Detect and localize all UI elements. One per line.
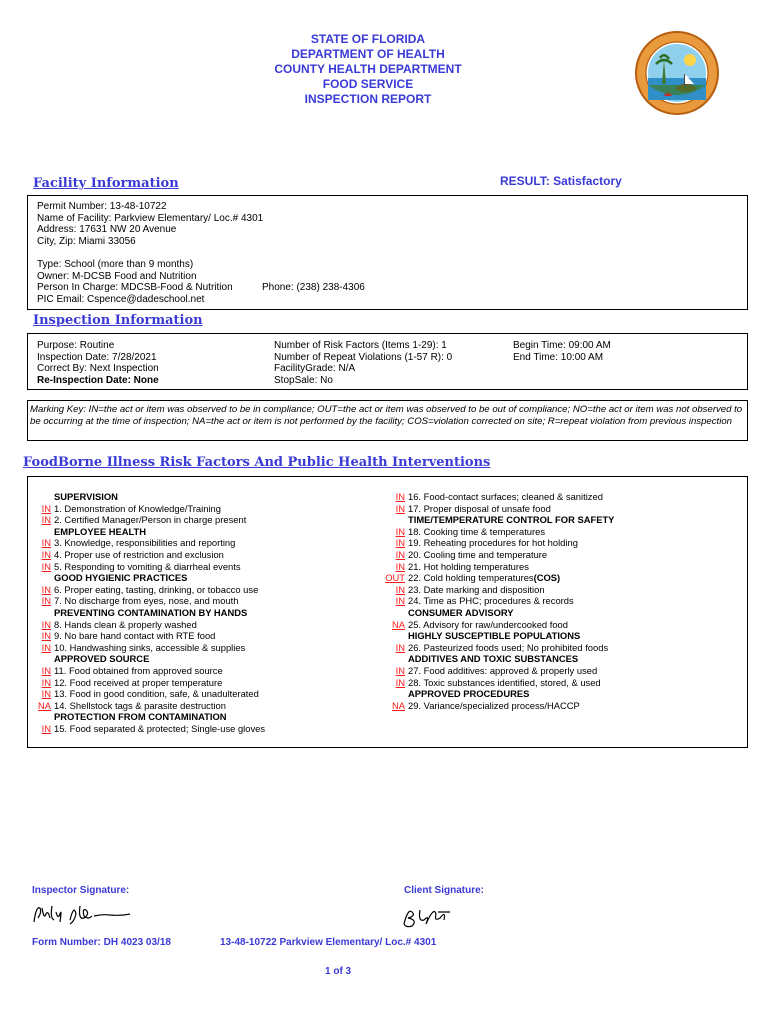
- reinspection-date: Re-Inspection Date: None: [37, 374, 159, 386]
- risk-factor-item: [33, 561, 265, 573]
- risk-factor-item: [373, 549, 614, 561]
- person-in-charge: Person In Charge: MDCSB-Food & Nutrition: [37, 282, 233, 293]
- risk-factor-item: [33, 665, 265, 677]
- risk-factor-text: 3. Knowledge, responsibilities and reporting: [54, 537, 236, 549]
- risk-factor-item: [373, 595, 614, 607]
- risk-factors-right-column: [373, 491, 614, 711]
- risk-factor-status: IN: [41, 722, 51, 734]
- risk-factors-box: [27, 476, 748, 748]
- risk-factor-text: APPROVED PROCEDURES: [408, 688, 530, 700]
- risk-factor-category: [33, 526, 265, 538]
- risk-factor-text: 19. Reheating procedures for hot holding: [408, 537, 578, 549]
- client-signature: [400, 902, 460, 935]
- report-title: [200, 32, 536, 107]
- risk-factor-category: [373, 514, 614, 526]
- risk-factor-status: IN: [41, 595, 51, 607]
- form-number: Form Number: DH 4023 03/18: [32, 937, 171, 948]
- risk-factor-item: [373, 537, 614, 549]
- marking-key-box: [27, 400, 748, 441]
- risk-factor-text: 25. Advisory for raw/undercooked food: [408, 618, 568, 630]
- repeat-violation-count: Number of Repeat Violations (1-57 R): 0: [274, 351, 453, 363]
- permit-number: Permit Number: 13-48-10722: [37, 201, 167, 212]
- risk-factor-text: GOOD HYGIENIC PRACTICES: [54, 572, 188, 584]
- risk-factor-status: [373, 653, 405, 665]
- page-number: 1 of 3: [325, 966, 352, 977]
- title-line: STATE OF FLORIDA: [310, 32, 426, 46]
- risk-factor-item: [373, 503, 614, 515]
- cos-marker: (COS): [533, 572, 561, 584]
- risk-factor-text: 10. Handwashing sinks, accessible & supplies: [54, 641, 246, 653]
- risk-factor-item: [33, 688, 265, 700]
- risk-factor-category: [33, 653, 265, 665]
- facility-owner: Owner: M-DCSB Food and Nutrition: [37, 270, 197, 282]
- risk-factor-item: [373, 642, 614, 654]
- facility-address: Address: 17631 NW 20 Avenue: [37, 224, 177, 235]
- risk-factor-item: [33, 514, 265, 526]
- title-line: FOOD SERVICE: [322, 77, 414, 91]
- risk-factor-text: EMPLOYEE HEALTH: [54, 525, 147, 537]
- risk-factor-status: NA: [37, 699, 51, 711]
- risk-factor-text: CONSUMER ADVISORY: [408, 606, 514, 618]
- risk-factor-status: [33, 572, 51, 584]
- inspection-info-box: [27, 333, 748, 390]
- risk-factor-status: IN: [395, 595, 405, 607]
- risk-factor-status: IN: [41, 548, 51, 560]
- inspection-result: RESULT: Satisfactory: [500, 174, 622, 188]
- risk-factor-status: IN: [395, 537, 405, 549]
- risk-factor-item: [373, 561, 614, 573]
- risk-factor-text: 28. Toxic substances identified, stored, & used: [408, 676, 601, 688]
- risk-factor-status: [33, 607, 51, 619]
- risk-factor-status: IN: [41, 688, 51, 700]
- risk-factor-status: IN: [395, 641, 405, 653]
- risk-factor-status: IN: [41, 560, 51, 572]
- risk-factor-category: [373, 607, 614, 619]
- risk-factor-item: [373, 491, 614, 503]
- risk-factor-category: [33, 711, 265, 723]
- risk-factor-item: [33, 677, 265, 689]
- risk-factor-text: 4. Proper use of restriction and exclusion: [54, 548, 224, 560]
- risk-factor-item: [33, 630, 265, 642]
- title-line: INSPECTION REPORT: [304, 92, 432, 106]
- risk-factor-item: [373, 572, 614, 584]
- risk-factor-text: 23. Date marking and disposition: [408, 583, 545, 595]
- facility-city-zip: City, Zip: Miami 33056: [37, 235, 136, 247]
- risk-factor-text: 14. Shellstock tags & parasite destruction: [54, 699, 226, 711]
- florida-seal-logo: [634, 30, 720, 116]
- risk-factor-item: [33, 700, 265, 712]
- title-line: DEPARTMENT OF HEALTH: [291, 47, 445, 61]
- risk-factor-item: [33, 584, 265, 596]
- risk-factor-item: [33, 642, 265, 654]
- risk-factor-status: IN: [395, 664, 405, 676]
- risk-factor-status: [373, 514, 405, 526]
- risk-factor-text: 18. Cooking time & temperatures: [408, 525, 546, 537]
- risk-factor-text: 2. Certified Manager/Person in charge present: [54, 514, 247, 526]
- risk-factor-status: [373, 607, 405, 619]
- risk-factor-status: IN: [395, 491, 405, 502]
- client-signature-label: Client Signature:: [404, 885, 485, 896]
- risk-factor-text: 21. Hot holding temperatures: [408, 560, 529, 572]
- risk-factor-item: [373, 700, 614, 712]
- risk-factor-item: [33, 619, 265, 631]
- risk-factor-text: 26. Pasteurized foods used; No prohibited foods: [408, 641, 609, 653]
- risk-factor-status: IN: [41, 664, 51, 676]
- risk-factor-text: 16. Food-contact surfaces; cleaned & sanitized: [408, 491, 603, 502]
- risk-factor-text: ADDITIVES AND TOXIC SUBSTANCES: [408, 653, 579, 665]
- risk-factor-item: [373, 665, 614, 677]
- risk-factor-status: [33, 711, 51, 723]
- begin-time: Begin Time: 09:00 AM: [513, 340, 611, 351]
- risk-factors-heading: FoodBorne Illness Risk Factors And Public Health Interventions: [23, 455, 491, 470]
- risk-factor-text: 13. Food in good condition, safe, & unadulterated: [54, 688, 259, 700]
- risk-factor-status: NA: [391, 699, 405, 711]
- risk-factor-status: IN: [41, 618, 51, 630]
- risk-factor-status: IN: [41, 676, 51, 688]
- risk-factor-status: IN: [395, 548, 405, 560]
- correct-by: Correct By: Next Inspection: [37, 363, 159, 374]
- risk-factor-status: IN: [41, 502, 51, 514]
- risk-factor-status: [33, 526, 51, 538]
- title-line: COUNTY HEALTH DEPARTMENT: [274, 62, 462, 76]
- inspection-info-heading: Inspection Information: [33, 313, 203, 328]
- risk-factor-text: 20. Cooling time and temperature: [408, 548, 548, 560]
- facility-info-heading: Facility Information: [33, 176, 179, 191]
- risk-factor-text: 5. Responding to vomiting & diarrheal events: [54, 560, 241, 572]
- inspection-date: Inspection Date: 7/28/2021: [37, 351, 157, 363]
- risk-factor-text: 27. Food additives: approved & properly used: [408, 664, 598, 676]
- risk-factor-item: [33, 503, 265, 515]
- risk-factor-count: Number of Risk Factors (Items 1-29): 1: [274, 340, 447, 351]
- risk-factor-status: [373, 688, 405, 700]
- footer-permit-facility: 13-48-10722 Parkview Elementary/ Loc.# 4301: [220, 937, 437, 948]
- risk-factor-text: PREVENTING CONTAMINATION BY HANDS: [54, 606, 248, 618]
- risk-factor-item: [33, 537, 265, 549]
- facility-name: Name of Facility: Parkview Elementary/ Loc.# 4301: [37, 212, 264, 224]
- risk-factor-status: IN: [395, 560, 405, 572]
- risk-factor-status: [33, 653, 51, 665]
- pic-email: PIC Email: Cspence@dadeschool.net: [37, 293, 205, 305]
- risk-factor-item: [33, 723, 265, 735]
- risk-factors-left-column: [33, 491, 265, 734]
- risk-factor-item: [373, 677, 614, 689]
- risk-factor-text: 29. Variance/specialized process/HACCP: [408, 699, 580, 711]
- facility-phone: Phone: (238) 238-4306: [262, 282, 365, 293]
- risk-factor-item: [33, 549, 265, 561]
- risk-factor-text: 15. Food separated & protected; Single-use gloves: [54, 722, 266, 734]
- risk-factor-status: OUT: [385, 572, 405, 584]
- risk-factor-text: 1. Demonstration of Knowledge/Training: [54, 502, 221, 514]
- risk-factor-text: TIME/TEMPERATURE CONTROL FOR SAFETY: [408, 514, 615, 526]
- facility-grade: FacilityGrade: N/A: [274, 363, 356, 374]
- risk-factor-status: [373, 630, 405, 642]
- risk-factor-text: 12. Food received at proper temperature: [54, 676, 223, 688]
- risk-factor-category: [373, 630, 614, 642]
- risk-factor-status: IN: [41, 514, 51, 526]
- risk-factor-item: [373, 526, 614, 538]
- risk-factor-text: 8. Hands clean & properly washed: [54, 618, 197, 630]
- risk-factor-text: 24. Time as PHC; procedures & records: [408, 595, 574, 607]
- risk-factor-status: [33, 491, 51, 503]
- risk-factor-status: IN: [395, 676, 405, 688]
- risk-factor-text: PROTECTION FROM CONTAMINATION: [54, 711, 227, 723]
- end-time: End Time: 10:00 AM: [513, 351, 604, 363]
- facility-info-box: [27, 195, 748, 310]
- risk-factor-status: IN: [41, 641, 51, 653]
- risk-factor-status: IN: [41, 583, 51, 595]
- risk-factor-text: 11. Food obtained from approved source: [54, 664, 223, 676]
- risk-factor-category: [373, 653, 614, 665]
- risk-factor-category: [33, 491, 265, 503]
- risk-factor-status: IN: [395, 583, 405, 595]
- risk-factor-status: IN: [41, 630, 51, 642]
- risk-factor-text: 6. Proper eating, tasting, drinking, or tobacco use: [54, 583, 259, 595]
- risk-factor-status: IN: [41, 537, 51, 549]
- inspector-signature: [30, 900, 140, 935]
- facility-type: Type: School (more than 9 months): [37, 259, 194, 270]
- risk-factor-category: [33, 607, 265, 619]
- risk-factor-item: [373, 584, 614, 596]
- risk-factor-item: [33, 595, 265, 607]
- risk-factor-text: SUPERVISION: [54, 491, 118, 502]
- risk-factor-status: NA: [391, 618, 405, 630]
- risk-factor-category: [373, 688, 614, 700]
- risk-factor-item: [373, 619, 614, 631]
- risk-factor-text: APPROVED SOURCE: [54, 653, 150, 665]
- marking-key-text: Marking Key: IN=the act or item was observed to be in compliance; OUT=the act or item was observed to be out of compliance; NO=the act or item was not observed to be occurring at the time of inspection; NA=the act or item is not performed by the facility; COS=violation corrected on site; R=repeat violation from previous inspection: [30, 404, 743, 427]
- stop-sale: StopSale: No: [274, 374, 333, 386]
- inspector-signature-label: Inspector Signature:: [32, 885, 130, 896]
- risk-factor-text: 22. Cold holding temperatures: [408, 572, 534, 584]
- risk-factor-text: 17. Proper disposal of unsafe food: [408, 502, 551, 514]
- risk-factor-status: IN: [395, 525, 405, 537]
- risk-factor-text: HIGHLY SUSCEPTIBLE POPULATIONS: [408, 630, 581, 642]
- risk-factor-text: 7. No discharge from eyes, nose, and mouth: [54, 595, 239, 607]
- risk-factor-text: 9. No bare hand contact with RTE food: [54, 630, 216, 642]
- risk-factor-category: [33, 572, 265, 584]
- risk-factor-status: IN: [395, 502, 405, 514]
- inspection-purpose: Purpose: Routine: [37, 340, 115, 351]
